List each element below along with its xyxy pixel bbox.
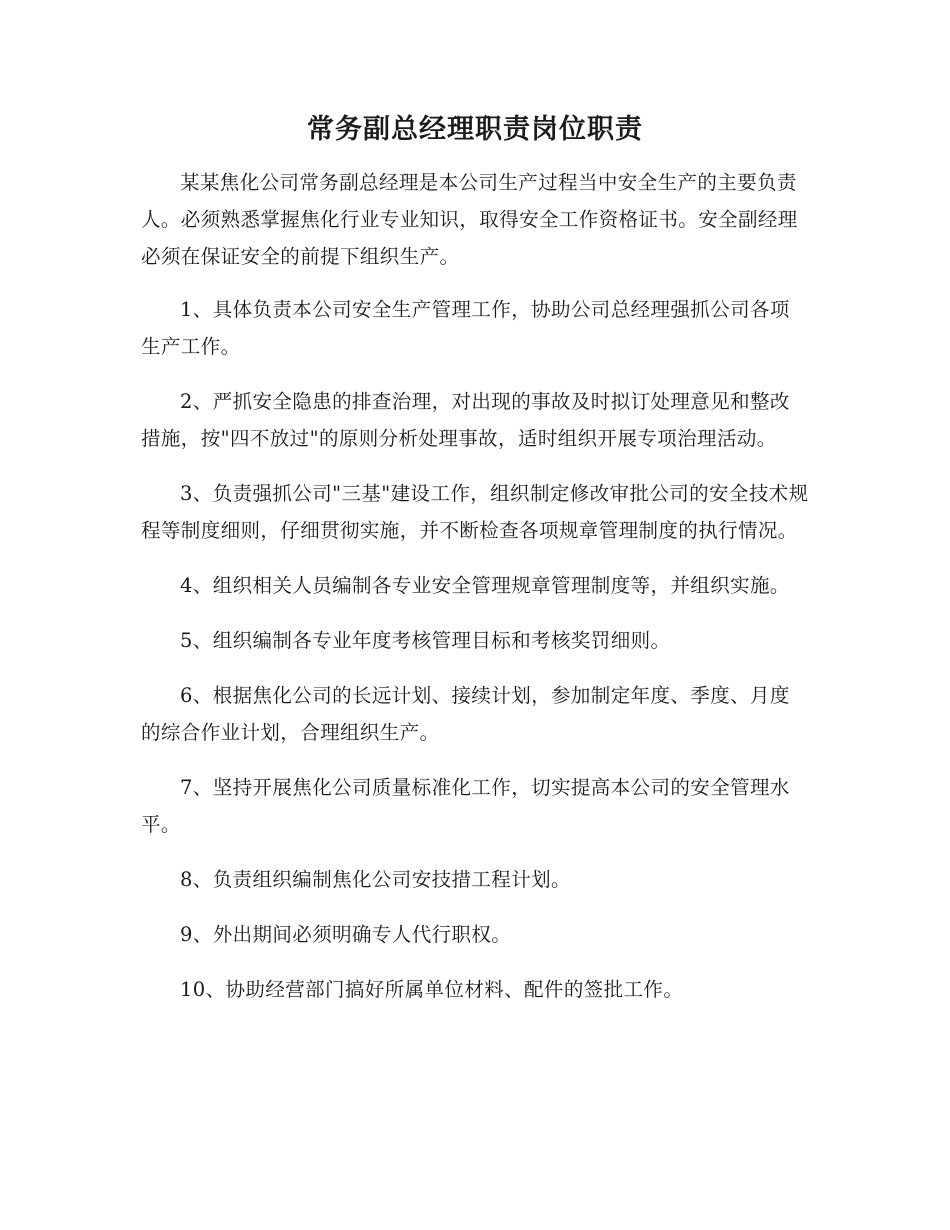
duty-item-5: 5、组织编制各专业年度考核管理目标和考核奖罚细则。 xyxy=(180,629,671,652)
duty-item-10: 10、协助经营部门搞好所属单位材料、配件的签批工作。 xyxy=(180,978,684,1001)
document-title: 常务副总经理职责岗位职责 xyxy=(307,114,643,145)
document-body xyxy=(141,164,809,1026)
duty-item-6: 6、根据焦化公司的长远计划、接续计划，参加制定年度、季度、月度的综合作业计划，合理组织生产。 xyxy=(141,684,790,744)
intro-paragraph: 某某焦化公司常务副总经理是本公司生产过程当中安全生产的主要负责人。必须熟悉掌握焦化行业专业知识，取得安全工作资格证书。安全副经理必须在保证安全的前提下组织生产。 xyxy=(141,171,798,268)
duty-item-2: 2、严抓安全隐患的排查治理，对出现的事故及时拟订处理意见和整改措施，按"四不放过"的原则分析处理事故，适时组织开展专项治理活动。 xyxy=(141,390,790,450)
duty-item-7: 7、坚持开展焦化公司质量标准化工作，切实提高本公司的安全管理水平。 xyxy=(141,776,790,836)
duty-item-8: 8、负责组织编制焦化公司安技措工程计划。 xyxy=(180,868,571,891)
duty-item-3: 3、负责强抓公司"三基"建设工作，组织制定修改审批公司的安全技术规程等制度细则，仔细贯彻实施，并不断检查各项规章管理制度的执行情况。 xyxy=(141,482,809,542)
duty-item-9: 9、外出期间必须明确专人代行职权。 xyxy=(180,923,512,946)
duty-item-4: 4、组织相关人员编制各专业安全管理规章管理制度等，并组织实施。 xyxy=(180,574,790,597)
duty-item-1: 1、具体负责本公司安全生产管理工作，协助公司总经理强抓公司各项生产工作。 xyxy=(141,298,790,358)
